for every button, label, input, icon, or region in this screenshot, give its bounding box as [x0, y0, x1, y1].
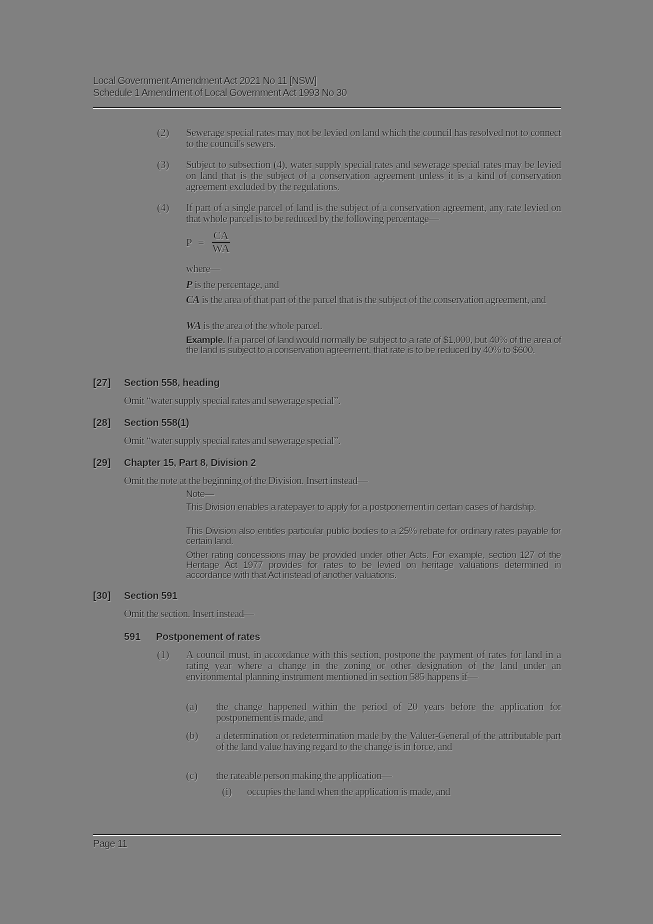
note-paragraph: This Division enables a ratepayer to apply for a postponement in certain cases of hardship. [186, 502, 536, 513]
running-header-schedule: Schedule 1 Amendment of Local Government Act 1993 No 30 [93, 88, 347, 99]
note-paragraph: This Division also entitles particular public bodies to a 25% rebate for ordinary rates payable for certain land. [186, 526, 561, 547]
definition-ca [186, 295, 561, 306]
formula-lhs: P [186, 236, 193, 249]
definition-wa [186, 321, 561, 332]
item-instruction: Omit the section. Insert instead— [124, 609, 254, 620]
item-heading: Section 591 [124, 591, 178, 602]
running-header-title: Local Government Amendment Act 2021 No 11 [NSW] [93, 76, 317, 87]
page-number: Page 11 [93, 839, 128, 850]
subsection-text: If part of a single parcel of land is the subject of a conservation agreement, any rate levied on that whole parcel is to be reduced by the following percentage— [186, 203, 561, 225]
new-section-number: 591 [124, 632, 141, 643]
note-label: Note— [186, 489, 214, 500]
example-text: If a parcel of land would normally be subject to a rate of $1,000, but 40% of the area of the land is subject to a conservation agreement, that rate is to be reduced by 40% to $600. [186, 335, 561, 356]
subsection-number: (3) [157, 160, 170, 171]
formula-fraction [212, 230, 229, 255]
formula-denominator: WA [212, 243, 230, 255]
subsection-number: (1) [157, 650, 170, 661]
where-label: where— [186, 264, 221, 275]
item-instruction: Omit “water supply special rates and sewerage special”. [124, 436, 341, 447]
item-instruction: Omit “water supply special rates and sewerage special”. [124, 396, 341, 407]
formula-numerator: CA [213, 230, 229, 242]
item-heading: Chapter 15, Part 8, Division 2 [124, 458, 256, 469]
definition-p [186, 280, 561, 291]
paragraph-text: a determination or redetermination made by the Valuer-General of the attributable part of the land value having regard to the change is in force, and [216, 731, 561, 753]
note-paragraph: Other rating concessions may be provided under other Acts. For example, section 127 of the Heritage Act 1977 provides for rates to be levied on heritage valuations determined in accordance with that Act instead of another valuations. [186, 550, 561, 581]
subsection-text: A council must, in accordance with this section, postpone the payment of rates for land in a rating year where a change in the zoning or other designation of the land under an environmental planning instrument mentioned in section 585 happens if— [186, 650, 561, 683]
percentage-formula [186, 230, 230, 255]
footer-rule [93, 834, 561, 835]
paragraph-number: (a) [186, 702, 198, 713]
definition-term: P [186, 280, 193, 291]
item-number: [30] [93, 591, 111, 602]
paragraph-number: (c) [186, 771, 198, 782]
new-section-title: Postponement of rates [156, 632, 261, 643]
subsection-number: (2) [157, 128, 170, 139]
item-heading: Section 558, heading [124, 378, 220, 389]
definition-term: WA [186, 321, 201, 332]
subsection-number: (4) [157, 203, 170, 214]
item-number: [28] [93, 418, 111, 429]
header-rule [93, 107, 561, 108]
item-number: [27] [93, 378, 111, 389]
definition-text: is the area of the whole parcel. [200, 321, 323, 332]
paragraph-text: the change happened within the period of 20 years before the application for postponement is made, and [216, 702, 561, 724]
subsection-text: Sewerage special rates may not be levied on land which the council has resolved not to connect to the council's sewers. [186, 128, 561, 150]
definition-text: is the area of that part of the parcel that is the subject of the conservation agreement, and [199, 295, 546, 306]
paragraph-text: the rateable person making the application— [216, 771, 392, 782]
example-note [186, 336, 561, 356]
definition-text: is the percentage, and [192, 280, 279, 291]
paragraph-number: (b) [186, 731, 199, 742]
item-instruction: Omit the note at the beginning of the Division. Insert instead— [124, 476, 368, 487]
item-number: [29] [93, 458, 111, 469]
subparagraph-text: occupies the land when the application is made, and [247, 787, 451, 798]
subparagraph-number: (i) [222, 787, 232, 798]
example-label: Example. [186, 335, 225, 346]
subsection-text: Subject to subsection (4), water supply special rates and sewerage special rates may be levied on land that is the subject of a conservation agreement unless it is a kind of conservation agreement excluded by the regulations. [186, 160, 561, 193]
formula-equals: = [198, 236, 205, 249]
definition-term: CA [186, 295, 200, 306]
item-heading: Section 558(1) [124, 418, 190, 429]
